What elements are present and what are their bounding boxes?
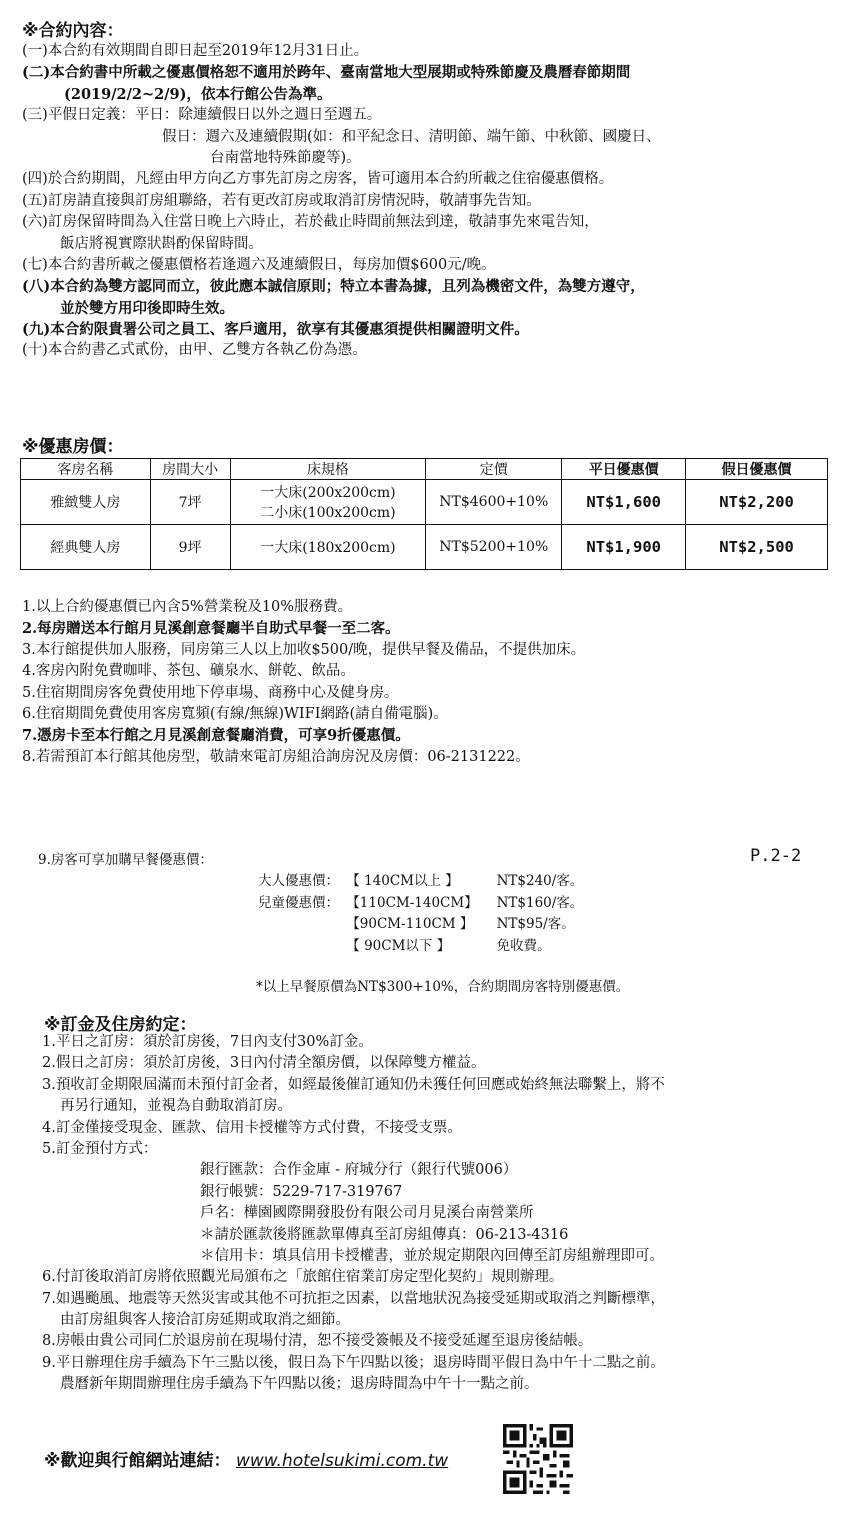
breakfast-price: NT$240/客。 — [496, 873, 584, 889]
breakfast-price: NT$95/客。 — [496, 916, 575, 932]
weekday-price: NT$1,900 — [562, 525, 686, 570]
list-item: (十)本合約書乙式貳份，由甲、乙雙方各執乙份為憑。 — [22, 342, 367, 359]
col-room-size: 房間大小 — [150, 459, 230, 480]
col-bed-spec: 床規格 — [230, 459, 426, 480]
room-name: 雅緻雙人房 — [21, 480, 151, 525]
list-item: (八)本合約為雙方認同而立，彼此應本誠信原則；特立本書為據，且列為機密文件，為雙方遵守， — [22, 278, 645, 296]
list-item — [258, 871, 583, 893]
bed-spec-line: 二小床(100x200cm) — [260, 505, 396, 521]
room-size: 7坪 — [150, 480, 230, 525]
list-item: 2.每房贈送本行館月見溪創意餐廳半自助式早餐一至二客。 — [22, 620, 400, 638]
contract-heading: ※合約內容： — [22, 21, 124, 41]
list-item: ＊請於匯款後將匯款單傳真至訂房組傳真：06-213-4316 — [200, 1226, 569, 1243]
list-item: (一)本合約有效期間自即日起至2019年12月31日止。 — [22, 43, 369, 59]
list-item: 銀行帳號：5229-717-319767 — [200, 1183, 403, 1200]
list-item: 6.付訂後取消訂房將依照觀光局頒布之「旅館住宿業訂房定型化契約」規則辦理。 — [42, 1269, 564, 1286]
height-range: 【90CM-110CM 】 — [346, 916, 474, 932]
list-item: (四)於合約期間，凡經由甲方向乙方事先訂房之房客，皆可適用本合約所載之住宿優惠價格。 — [22, 171, 614, 188]
list-item: (五)訂房請直接與訂房組聯絡，若有更改訂房或取消訂房情況時，敬請事先告知。 — [22, 192, 541, 209]
rates-heading: ※優惠房價： — [22, 437, 124, 457]
list-item — [258, 893, 583, 915]
list-item: 銀行匯款：合作金庫 - 府城分行（銀行代號006） — [200, 1162, 518, 1179]
table-row — [21, 525, 828, 570]
list-item: 7.憑房卡至本行館之月見溪創意餐廳消費，可享9折優惠價。 — [22, 727, 410, 745]
list-item: 3.預收訂金期限屆滿而未預付訂金者，如經最後催訂通知仍未獲任何回應或始終無法聯繫上，將不 — [42, 1076, 665, 1093]
list-item: 8.若需預訂本行館其他房型，敬請來電訂房組洽詢房況及房價：06-2131222。 — [22, 748, 530, 765]
list-item: 再另行通知，並視為自動取消訂房。 — [60, 1098, 292, 1115]
bed-spec — [230, 480, 426, 525]
list-item: 5.訂金預付方式： — [42, 1140, 158, 1157]
child-label: 兒童優惠價： — [258, 894, 339, 911]
list-item: 假日：週六及連續假期(如：和平紀念日、清明節、端午節、中秋節、國慶日、 — [162, 128, 661, 145]
holiday-price: NT$2,500 — [686, 525, 828, 570]
room-size: 9坪 — [150, 525, 230, 570]
col-list-price: 定價 — [426, 459, 562, 480]
height-range: 【 140CM以上 】 — [346, 873, 459, 889]
bed-spec: 一大床(180x200cm) — [230, 525, 426, 570]
height-range: 【 90CM以下 】 — [346, 937, 451, 954]
rates-table — [20, 458, 828, 570]
deposit-list — [42, 1032, 822, 1396]
breakfast-footnote: *以上早餐原價為NT$300+10%，合約期間房客特別優惠價。 — [256, 979, 630, 995]
room-name: 經典雙人房 — [21, 525, 151, 570]
list-item: 1.平日之訂房：須於訂房後，7日內支付30%訂金。 — [42, 1034, 373, 1050]
bed-spec-line: 一大床(200x200cm) — [260, 485, 396, 501]
website-line — [44, 1446, 448, 1471]
holiday-price: NT$2,200 — [686, 480, 828, 525]
list-item: 4.訂金僅接受現金、匯款、信用卡授權等方式付費，不接受支票。 — [42, 1119, 462, 1136]
list-item: 3.本行館提供加人服務，同房第三人以上加收$500/晚，提供早餐及備品，不提供加床。 — [22, 641, 586, 658]
list-item: 台南當地特殊節慶等)。 — [210, 149, 361, 166]
list-item: 農曆新年期間辦理住房手續為下午四點以後；退房時間為中午十一點之前。 — [60, 1376, 539, 1393]
height-range: 【110CM-140CM】 — [346, 894, 478, 911]
adult-label: 大人優惠價： — [258, 873, 339, 889]
list-price: NT$4600+10% — [426, 480, 562, 525]
list-item: 由訂房組與客人接洽訂房延期或取消之細節。 — [60, 1312, 350, 1329]
website-label: ※歡迎與行館網站連結： — [44, 1451, 231, 1471]
rates-header-row — [21, 459, 828, 480]
list-item: 9.平日辦理住房手續為下午三點以後，假日為下午四點以後；退房時間平假日為中午十二點之前。 — [42, 1354, 665, 1371]
website-link[interactable]: www.hotelsukimi.com.tw — [235, 1451, 449, 1471]
deposit-heading: ※訂金及住房約定： — [44, 1015, 197, 1035]
list-item — [258, 914, 583, 936]
list-item: (六)訂房保留時間為入住當日晚上六時止，若於截止時間前無法到達，敬請事先來電告知， — [22, 214, 599, 231]
list-item: ＊信用卡：填具信用卡授權書，並於規定期限內回傳至訂房組辦理即可。 — [200, 1247, 664, 1264]
list-item: 並於雙方用印後即時生效。 — [60, 299, 234, 317]
list-item: 飯店將視實際狀斟酌保留時間。 — [60, 235, 263, 252]
list-item: 2.假日之訂房：須於訂房後，3日內付清全額房價，以保障雙方權益。 — [42, 1055, 486, 1072]
list-item: 4.客房內附免費咖啡、茶包、礦泉水、餅乾、飲品。 — [22, 663, 355, 680]
list-item: 戶名：樺園國際開發股份有限公司月見溪台南營業所 — [200, 1205, 534, 1222]
list-item: 5.住宿期間房客免費使用地下停車場、商務中心及健身房。 — [22, 684, 399, 701]
list-item: (九)本合約限貴署公司之員工、客戶適用，欲享有其優惠須提供相關證明文件。 — [22, 321, 529, 339]
list-item: (三)平假日定義：平日：除連續假日以外之週日至週五。 — [22, 107, 382, 124]
list-item — [258, 936, 583, 958]
notes-list — [22, 597, 842, 768]
col-holiday-price: 假日優惠價 — [686, 459, 828, 480]
col-weekday-price: 平日優惠價 — [562, 459, 686, 480]
breakfast-prices — [258, 871, 583, 957]
list-item: (二)本合約書中所載之優惠價格恕不適用於跨年、臺南當地大型展期或特殊節慶及農曆春節期間 — [22, 64, 631, 82]
breakfast-price: NT$160/客。 — [496, 894, 584, 911]
breakfast-price: 免收費。 — [496, 937, 551, 954]
list-item: 7.如遇颱風、地震等天然災害或其他不可抗拒之因素，以當地狀況為接受延期或取消之判斷標準， — [42, 1290, 665, 1307]
list-item: 1.以上合約優惠價已內含5%營業稅及10%服務費。 — [22, 599, 353, 615]
col-room-name: 客房名稱 — [21, 459, 151, 480]
list-item: 8.房帳由貴公司同仁於退房前在現場付清，恕不接受簽帳及不接受延遲至退房後結帳。 — [42, 1333, 593, 1350]
list-item: (七)本合約書所載之優惠價格若逢週六及連續假日，每房加價$600元/晚。 — [22, 256, 496, 273]
list-item: 6.住宿期間免費使用客房寬頻(有線/無線)WIFI網路(請自備電腦)。 — [22, 705, 448, 722]
list-item: (2019/2/2~2/9)，依本行館公告為準。 — [64, 85, 332, 103]
page-number: P.2-2 — [750, 846, 802, 866]
breakfast-intro: 9.房客可享加購早餐優惠價： — [38, 852, 213, 868]
contract-list — [22, 41, 842, 362]
list-price: NT$5200+10% — [426, 525, 562, 570]
weekday-price: NT$1,600 — [562, 480, 686, 525]
qr-code-icon — [503, 1424, 573, 1494]
table-row — [21, 480, 828, 525]
